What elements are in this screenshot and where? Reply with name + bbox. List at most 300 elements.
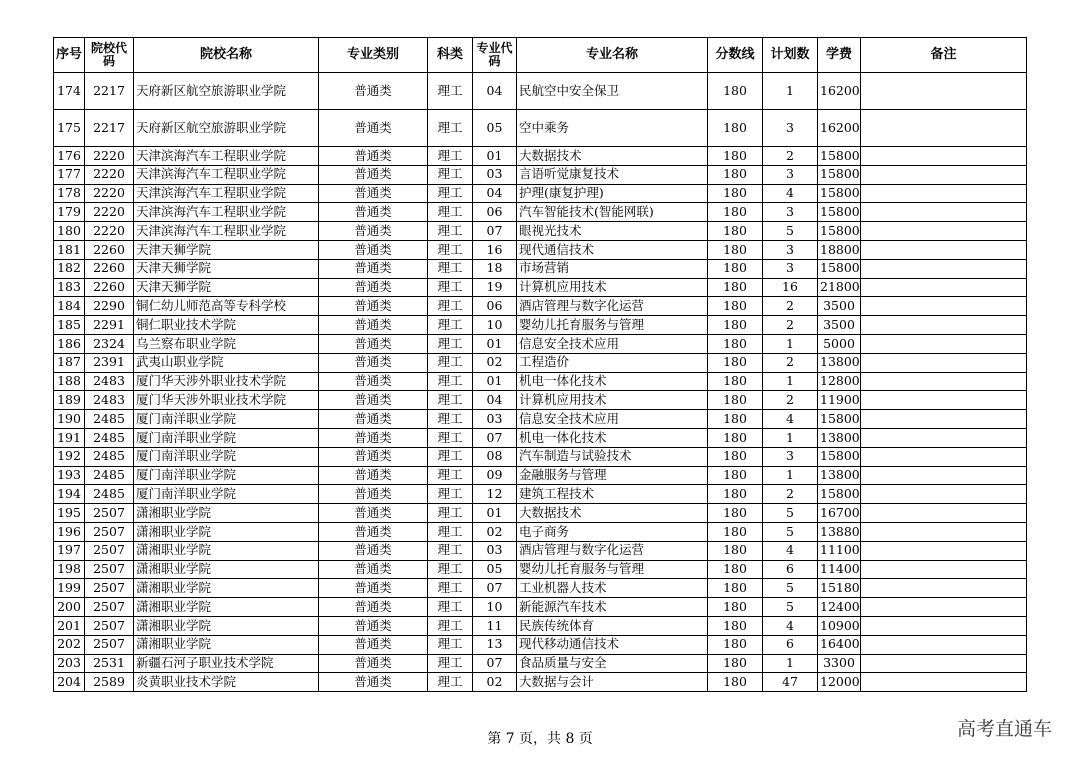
cell-school-code: 2260 — [85, 278, 134, 297]
cell-score: 180 — [708, 504, 763, 523]
cell-school-name: 武夷山职业学院 — [134, 353, 319, 372]
header-cell: 科类 — [428, 38, 473, 73]
table-row — [54, 259, 1027, 278]
cell-tuition: 21800 — [818, 278, 861, 297]
cell-seq: 204 — [54, 673, 85, 692]
cell-tuition: 18800 — [818, 240, 861, 259]
cell-major-code: 18 — [473, 259, 517, 278]
cell-major-name: 信息安全技术应用 — [517, 410, 708, 429]
cell-tuition: 5000 — [818, 334, 861, 353]
cell-subject: 理工 — [428, 110, 473, 147]
cell-tuition: 11900 — [818, 391, 861, 410]
cell-plan: 5 — [763, 522, 818, 541]
cell-school-code: 2507 — [85, 504, 134, 523]
cell-plan: 2 — [763, 316, 818, 335]
cell-major-name: 机电一体化技术 — [517, 372, 708, 391]
table-body — [54, 73, 1027, 692]
cell-major-name: 工业机器人技术 — [517, 579, 708, 598]
cell-score: 180 — [708, 616, 763, 635]
cell-plan: 2 — [763, 353, 818, 372]
cell-school-code: 2507 — [85, 635, 134, 654]
cell-score: 180 — [708, 391, 763, 410]
cell-plan: 4 — [763, 184, 818, 203]
cell-major-code: 03 — [473, 410, 517, 429]
cell-remark — [861, 391, 1027, 410]
cell-tuition: 16400 — [818, 635, 861, 654]
table-row — [54, 635, 1027, 654]
cell-subject: 理工 — [428, 579, 473, 598]
table-row — [54, 410, 1027, 429]
cell-seq: 201 — [54, 616, 85, 635]
cell-category: 普通类 — [319, 353, 428, 372]
cell-major-name: 酒店管理与数字化运营 — [517, 541, 708, 560]
cell-plan: 3 — [763, 203, 818, 222]
cell-school-name: 天府新区航空旅游职业学院 — [134, 73, 319, 110]
cell-score: 180 — [708, 147, 763, 166]
table-row — [54, 372, 1027, 391]
cell-major-code: 05 — [473, 110, 517, 147]
table-row — [54, 541, 1027, 560]
cell-school-code: 2507 — [85, 598, 134, 617]
cell-school-name: 潇湘职业学院 — [134, 560, 319, 579]
cell-major-code: 07 — [473, 579, 517, 598]
cell-score: 180 — [708, 353, 763, 372]
cell-category: 普通类 — [319, 297, 428, 316]
cell-major-code: 19 — [473, 278, 517, 297]
cell-school-name: 厦门南洋职业学院 — [134, 428, 319, 447]
cell-seq: 183 — [54, 278, 85, 297]
cell-school-code: 2391 — [85, 353, 134, 372]
cell-category: 普通类 — [319, 466, 428, 485]
cell-category: 普通类 — [319, 504, 428, 523]
cell-school-name: 厦门南洋职业学院 — [134, 447, 319, 466]
cell-category: 普通类 — [319, 110, 428, 147]
cell-remark — [861, 147, 1027, 166]
cell-school-name: 潇湘职业学院 — [134, 616, 319, 635]
cell-school-name: 潇湘职业学院 — [134, 504, 319, 523]
cell-tuition: 3300 — [818, 654, 861, 673]
header-cell: 分数线 — [708, 38, 763, 73]
cell-score: 180 — [708, 73, 763, 110]
cell-seq: 189 — [54, 391, 85, 410]
cell-major-name: 工程造价 — [517, 353, 708, 372]
cell-school-name: 厦门南洋职业学院 — [134, 485, 319, 504]
cell-major-code: 05 — [473, 560, 517, 579]
cell-subject: 理工 — [428, 353, 473, 372]
cell-remark — [861, 560, 1027, 579]
cell-remark — [861, 466, 1027, 485]
cell-category: 普通类 — [319, 579, 428, 598]
cell-school-code: 2217 — [85, 73, 134, 110]
cell-major-code: 06 — [473, 203, 517, 222]
cell-school-code: 2531 — [85, 654, 134, 673]
cell-subject: 理工 — [428, 297, 473, 316]
cell-tuition: 11100 — [818, 541, 861, 560]
cell-score: 180 — [708, 316, 763, 335]
cell-major-name: 民族传统体育 — [517, 616, 708, 635]
cell-score: 180 — [708, 222, 763, 241]
cell-category: 普通类 — [319, 410, 428, 429]
cell-plan: 3 — [763, 259, 818, 278]
cell-score: 180 — [708, 673, 763, 692]
cell-seq: 191 — [54, 428, 85, 447]
cell-remark — [861, 616, 1027, 635]
cell-major-code: 12 — [473, 485, 517, 504]
cell-school-code: 2217 — [85, 110, 134, 147]
cell-tuition: 16200 — [818, 73, 861, 110]
header-cell: 备注 — [861, 38, 1027, 73]
cell-seq: 202 — [54, 635, 85, 654]
table-row — [54, 447, 1027, 466]
table-row — [54, 203, 1027, 222]
cell-score: 180 — [708, 579, 763, 598]
cell-category: 普通类 — [319, 560, 428, 579]
cell-remark — [861, 428, 1027, 447]
cell-major-code: 01 — [473, 147, 517, 166]
table-row — [54, 278, 1027, 297]
header-cell: 专业名称 — [517, 38, 708, 73]
cell-school-code: 2485 — [85, 466, 134, 485]
cell-school-name: 天津滨海汽车工程职业学院 — [134, 165, 319, 184]
cell-subject: 理工 — [428, 673, 473, 692]
cell-category: 普通类 — [319, 259, 428, 278]
cell-seq: 185 — [54, 316, 85, 335]
cell-plan: 3 — [763, 110, 818, 147]
cell-category: 普通类 — [319, 654, 428, 673]
table-row — [54, 110, 1027, 147]
cell-plan: 3 — [763, 240, 818, 259]
cell-major-name: 市场营销 — [517, 259, 708, 278]
table-row — [54, 428, 1027, 447]
cell-remark — [861, 73, 1027, 110]
cell-remark — [861, 353, 1027, 372]
cell-category: 普通类 — [319, 316, 428, 335]
admission-table — [53, 37, 1027, 692]
cell-category: 普通类 — [319, 485, 428, 504]
cell-plan: 6 — [763, 560, 818, 579]
cell-tuition: 16700 — [818, 504, 861, 523]
cell-major-code: 10 — [473, 598, 517, 617]
cell-seq: 197 — [54, 541, 85, 560]
table-row — [54, 598, 1027, 617]
cell-seq: 174 — [54, 73, 85, 110]
cell-subject: 理工 — [428, 560, 473, 579]
cell-school-name: 天津天狮学院 — [134, 240, 319, 259]
cell-school-name: 乌兰察布职业学院 — [134, 334, 319, 353]
cell-tuition: 15800 — [818, 165, 861, 184]
cell-major-name: 信息安全技术应用 — [517, 334, 708, 353]
cell-tuition: 3500 — [818, 297, 861, 316]
cell-seq: 198 — [54, 560, 85, 579]
cell-seq: 178 — [54, 184, 85, 203]
header-cell: 院校代码 — [85, 38, 134, 73]
cell-major-name: 汽车制造与试验技术 — [517, 447, 708, 466]
cell-score: 180 — [708, 110, 763, 147]
cell-subject: 理工 — [428, 372, 473, 391]
table-row — [54, 522, 1027, 541]
cell-subject: 理工 — [428, 428, 473, 447]
cell-category: 普通类 — [319, 447, 428, 466]
cell-category: 普通类 — [319, 541, 428, 560]
cell-remark — [861, 654, 1027, 673]
cell-score: 180 — [708, 598, 763, 617]
cell-major-code: 01 — [473, 504, 517, 523]
cell-major-name: 新能源汽车技术 — [517, 598, 708, 617]
cell-major-name: 眼视光技术 — [517, 222, 708, 241]
cell-major-code: 02 — [473, 353, 517, 372]
cell-score: 180 — [708, 560, 763, 579]
cell-school-code: 2507 — [85, 616, 134, 635]
cell-plan: 2 — [763, 485, 818, 504]
cell-school-name: 潇湘职业学院 — [134, 579, 319, 598]
cell-score: 180 — [708, 184, 763, 203]
cell-remark — [861, 447, 1027, 466]
cell-seq: 184 — [54, 297, 85, 316]
cell-school-name: 天津滨海汽车工程职业学院 — [134, 203, 319, 222]
cell-remark — [861, 673, 1027, 692]
cell-school-code: 2260 — [85, 240, 134, 259]
cell-school-name: 天津滨海汽车工程职业学院 — [134, 147, 319, 166]
cell-seq: 181 — [54, 240, 85, 259]
cell-school-code: 2507 — [85, 579, 134, 598]
cell-major-name: 电子商务 — [517, 522, 708, 541]
cell-score: 180 — [708, 466, 763, 485]
cell-major-code: 01 — [473, 372, 517, 391]
cell-major-name: 民航空中安全保卫 — [517, 73, 708, 110]
cell-score: 180 — [708, 654, 763, 673]
cell-score: 180 — [708, 240, 763, 259]
cell-tuition: 15800 — [818, 410, 861, 429]
cell-school-name: 炎黄职业技术学院 — [134, 673, 319, 692]
cell-major-name: 机电一体化技术 — [517, 428, 708, 447]
cell-score: 180 — [708, 410, 763, 429]
cell-major-name: 酒店管理与数字化运营 — [517, 297, 708, 316]
cell-tuition: 12400 — [818, 598, 861, 617]
cell-seq: 182 — [54, 259, 85, 278]
cell-remark — [861, 222, 1027, 241]
cell-score: 180 — [708, 165, 763, 184]
cell-remark — [861, 541, 1027, 560]
cell-major-name: 现代移动通信技术 — [517, 635, 708, 654]
cell-major-code: 13 — [473, 635, 517, 654]
cell-subject: 理工 — [428, 259, 473, 278]
cell-score: 180 — [708, 259, 763, 278]
cell-tuition: 15800 — [818, 259, 861, 278]
cell-plan: 6 — [763, 635, 818, 654]
cell-plan: 1 — [763, 372, 818, 391]
cell-remark — [861, 203, 1027, 222]
cell-tuition: 12800 — [818, 372, 861, 391]
cell-subject: 理工 — [428, 278, 473, 297]
cell-seq: 195 — [54, 504, 85, 523]
table-row — [54, 616, 1027, 635]
cell-school-name: 厦门南洋职业学院 — [134, 410, 319, 429]
cell-plan: 16 — [763, 278, 818, 297]
cell-seq: 176 — [54, 147, 85, 166]
cell-plan: 5 — [763, 504, 818, 523]
cell-remark — [861, 410, 1027, 429]
cell-remark — [861, 579, 1027, 598]
cell-category: 普通类 — [319, 222, 428, 241]
cell-remark — [861, 316, 1027, 335]
cell-plan: 1 — [763, 466, 818, 485]
cell-major-code: 07 — [473, 222, 517, 241]
cell-seq: 175 — [54, 110, 85, 147]
cell-remark — [861, 485, 1027, 504]
cell-category: 普通类 — [319, 616, 428, 635]
cell-major-name: 言语听觉康复技术 — [517, 165, 708, 184]
cell-school-name: 天津天狮学院 — [134, 259, 319, 278]
cell-seq: 203 — [54, 654, 85, 673]
cell-plan: 3 — [763, 165, 818, 184]
cell-category: 普通类 — [319, 635, 428, 654]
cell-tuition: 16200 — [818, 110, 861, 147]
cell-tuition: 13880 — [818, 522, 861, 541]
header-cell: 学费 — [818, 38, 861, 73]
cell-tuition: 11400 — [818, 560, 861, 579]
cell-subject: 理工 — [428, 222, 473, 241]
cell-seq: 192 — [54, 447, 85, 466]
cell-category: 普通类 — [319, 372, 428, 391]
cell-subject: 理工 — [428, 203, 473, 222]
cell-tuition: 15800 — [818, 147, 861, 166]
cell-category: 普通类 — [319, 278, 428, 297]
cell-seq: 187 — [54, 353, 85, 372]
table-row — [54, 560, 1027, 579]
cell-major-name: 大数据技术 — [517, 504, 708, 523]
cell-major-code: 06 — [473, 297, 517, 316]
cell-score: 180 — [708, 297, 763, 316]
cell-seq: 180 — [54, 222, 85, 241]
cell-school-code: 2220 — [85, 165, 134, 184]
cell-tuition: 15800 — [818, 485, 861, 504]
cell-tuition: 15800 — [818, 184, 861, 203]
cell-seq: 200 — [54, 598, 85, 617]
cell-seq: 186 — [54, 334, 85, 353]
cell-score: 180 — [708, 541, 763, 560]
cell-major-code: 11 — [473, 616, 517, 635]
header-cell: 院校名称 — [134, 38, 319, 73]
cell-score: 180 — [708, 635, 763, 654]
brand-watermark-text: 高考直通车 — [956, 718, 1052, 740]
cell-plan: 2 — [763, 297, 818, 316]
cell-school-code: 2507 — [85, 560, 134, 579]
cell-plan: 1 — [763, 73, 818, 110]
cell-major-code: 02 — [473, 522, 517, 541]
cell-major-code: 04 — [473, 391, 517, 410]
table-row — [54, 579, 1027, 598]
cell-score: 180 — [708, 522, 763, 541]
cell-remark — [861, 635, 1027, 654]
cell-major-code: 10 — [473, 316, 517, 335]
cell-tuition: 15800 — [818, 447, 861, 466]
cell-category: 普通类 — [319, 428, 428, 447]
cell-subject: 理工 — [428, 165, 473, 184]
cell-seq: 199 — [54, 579, 85, 598]
cell-category: 普通类 — [319, 165, 428, 184]
cell-school-code: 2483 — [85, 391, 134, 410]
cell-category: 普通类 — [319, 391, 428, 410]
cell-school-code: 2220 — [85, 222, 134, 241]
cell-subject: 理工 — [428, 391, 473, 410]
cell-major-code: 08 — [473, 447, 517, 466]
cell-plan: 4 — [763, 616, 818, 635]
table-row — [54, 297, 1027, 316]
cell-school-name: 铜仁幼儿师范高等专科学校 — [134, 297, 319, 316]
cell-score: 180 — [708, 485, 763, 504]
cell-major-code: 07 — [473, 428, 517, 447]
cell-major-name: 婴幼儿托育服务与管理 — [517, 316, 708, 335]
cell-remark — [861, 165, 1027, 184]
cell-category: 普通类 — [319, 522, 428, 541]
table-row — [54, 165, 1027, 184]
table-row — [54, 334, 1027, 353]
cell-subject: 理工 — [428, 410, 473, 429]
table-row — [54, 391, 1027, 410]
cell-major-code: 04 — [473, 184, 517, 203]
cell-school-code: 2290 — [85, 297, 134, 316]
cell-school-code: 2291 — [85, 316, 134, 335]
cell-remark — [861, 240, 1027, 259]
cell-major-name: 婴幼儿托育服务与管理 — [517, 560, 708, 579]
cell-seq: 177 — [54, 165, 85, 184]
cell-seq: 193 — [54, 466, 85, 485]
cell-school-code: 2485 — [85, 428, 134, 447]
cell-subject: 理工 — [428, 504, 473, 523]
cell-major-name: 空中乘务 — [517, 110, 708, 147]
cell-school-code: 2483 — [85, 372, 134, 391]
cell-school-code: 2485 — [85, 410, 134, 429]
cell-category: 普通类 — [319, 598, 428, 617]
cell-seq: 190 — [54, 410, 85, 429]
cell-remark — [861, 184, 1027, 203]
header-cell: 专业代码 — [473, 38, 517, 73]
cell-major-name: 大数据与会计 — [517, 673, 708, 692]
cell-tuition: 3500 — [818, 316, 861, 335]
header-cell: 序号 — [54, 38, 85, 73]
cell-major-code: 03 — [473, 541, 517, 560]
cell-school-name: 厦门华天涉外职业技术学院 — [134, 391, 319, 410]
cell-plan: 1 — [763, 428, 818, 447]
cell-major-name: 计算机应用技术 — [517, 278, 708, 297]
table-row — [54, 654, 1027, 673]
cell-school-name: 天津天狮学院 — [134, 278, 319, 297]
cell-school-code: 2260 — [85, 259, 134, 278]
cell-major-code: 02 — [473, 673, 517, 692]
cell-remark — [861, 598, 1027, 617]
cell-subject: 理工 — [428, 522, 473, 541]
cell-score: 180 — [708, 447, 763, 466]
cell-tuition: 15800 — [818, 203, 861, 222]
table-row — [54, 504, 1027, 523]
cell-subject: 理工 — [428, 447, 473, 466]
table-header-row — [54, 38, 1027, 73]
cell-remark — [861, 259, 1027, 278]
cell-school-code: 2220 — [85, 184, 134, 203]
cell-school-code: 2507 — [85, 522, 134, 541]
cell-remark — [861, 297, 1027, 316]
cell-category: 普通类 — [319, 147, 428, 166]
cell-subject: 理工 — [428, 184, 473, 203]
cell-score: 180 — [708, 372, 763, 391]
cell-plan: 5 — [763, 598, 818, 617]
cell-category: 普通类 — [319, 184, 428, 203]
cell-school-name: 潇湘职业学院 — [134, 541, 319, 560]
cell-plan: 2 — [763, 391, 818, 410]
cell-school-code: 2589 — [85, 673, 134, 692]
cell-plan: 3 — [763, 447, 818, 466]
cell-subject: 理工 — [428, 147, 473, 166]
